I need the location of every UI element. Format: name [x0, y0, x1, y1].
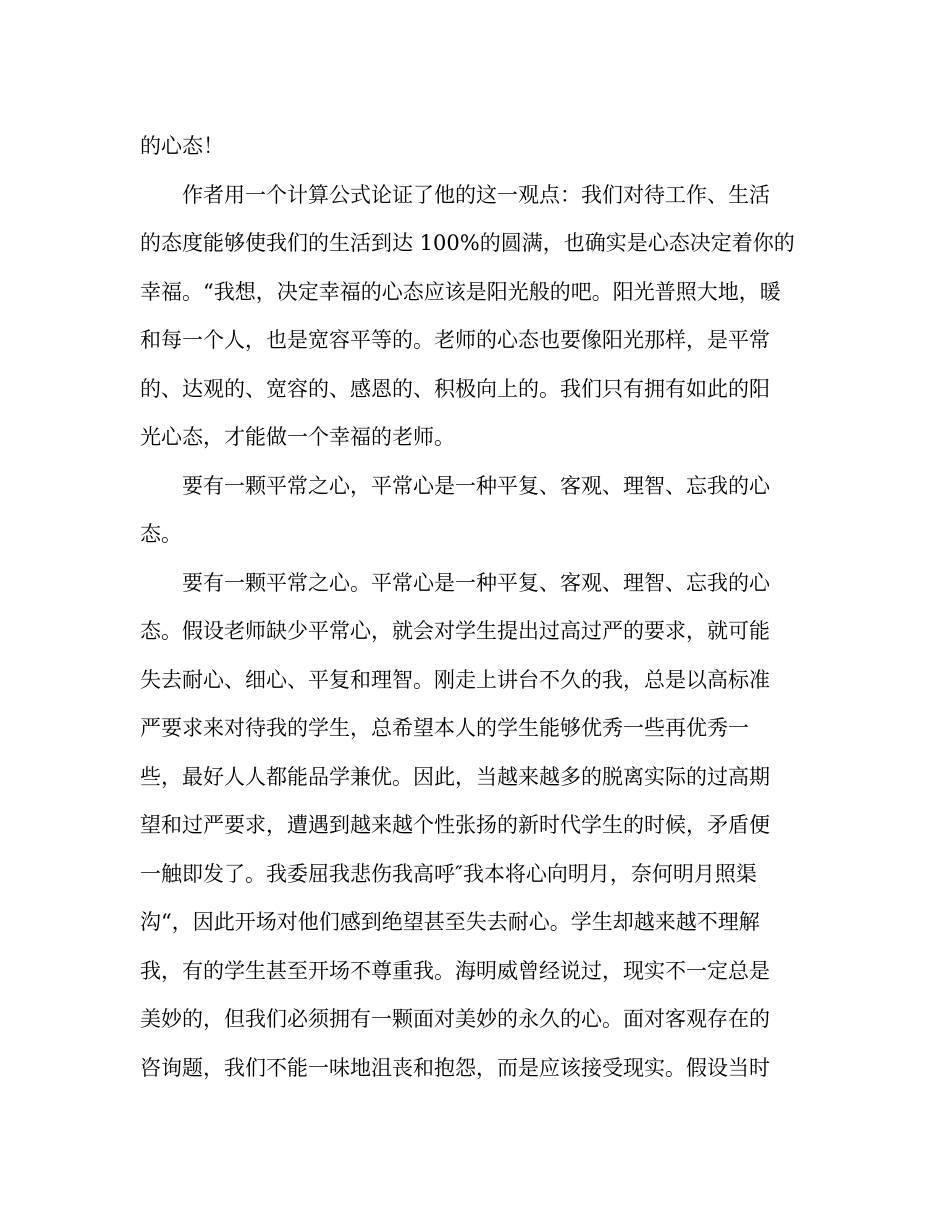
text-line: 的、达观的、宽容的、感恩的、积极向上的。我们只有拥有如此的阳: [140, 376, 770, 401]
text-line: 态。假设老师缺少平常心，就会对学生提出过高过严的要求，就可能: [140, 619, 770, 643]
text-line: 些，最好人人都能品学兼优。因此，当越来越多的脱离实际的过高期: [140, 764, 770, 789]
text-line: 沟“，因此开场对他们感到绝望甚至失去耐心。学生却越来越不理解: [140, 910, 760, 934]
text-line: 严要求来对待我的学生，总希望本人的学生能够优秀一些再优秀一: [140, 716, 749, 740]
text-line: 幸福。“我想，决定幸福的心态应该是阳光般的吧。阳光普照大地，暖: [140, 279, 781, 304]
text-line: 作者用一个计算公式论证了他的这一观点：我们对待工作、生活: [182, 182, 770, 207]
text-line: 的心态！: [140, 134, 224, 158]
text-line: 望和过严要求，遭遇到越来越个性张扬的新时代学生的时候，矛盾便: [140, 813, 770, 837]
text-line: 光心态，才能做一个幸福的老师。: [140, 425, 455, 449]
text-line: 一触即发了。我委屈我悲伤我高呼″我本将心向明月，奈何明月照渠: [140, 861, 757, 886]
text-line: 我，有的学生甚至开场不尊重我。海明威曾经说过，现实不一定总是: [140, 958, 770, 983]
body-text: [140, 122, 820, 1092]
text-line: 咨询题，我们不能一味地沮丧和抱怨，而是应该接受现实。假设当时: [140, 1055, 770, 1080]
text-line: 和每一个人，也是宽容平等的。老师的心态也要像阳光那样，是平常: [140, 328, 770, 352]
text-line: 要有一颗平常之心。平常心是一种平复、客观、理智、忘我的心: [182, 570, 770, 595]
text-line: 美妙的，但我们必须拥有一颗面对美妙的永久的心。面对客观存在的: [140, 1007, 770, 1031]
text-line: 的态度能够使我们的生活到达 100%的圆满，也确实是心态决定着你的: [140, 231, 795, 255]
text-line: 失去耐心、细心、平复和理智。刚走上讲台不久的我，总是以高标准: [140, 667, 770, 692]
text-line: 要有一颗平常之心，平常心是一种平复、客观、理智、忘我的心: [182, 473, 770, 498]
text-line: 态。: [140, 522, 182, 546]
